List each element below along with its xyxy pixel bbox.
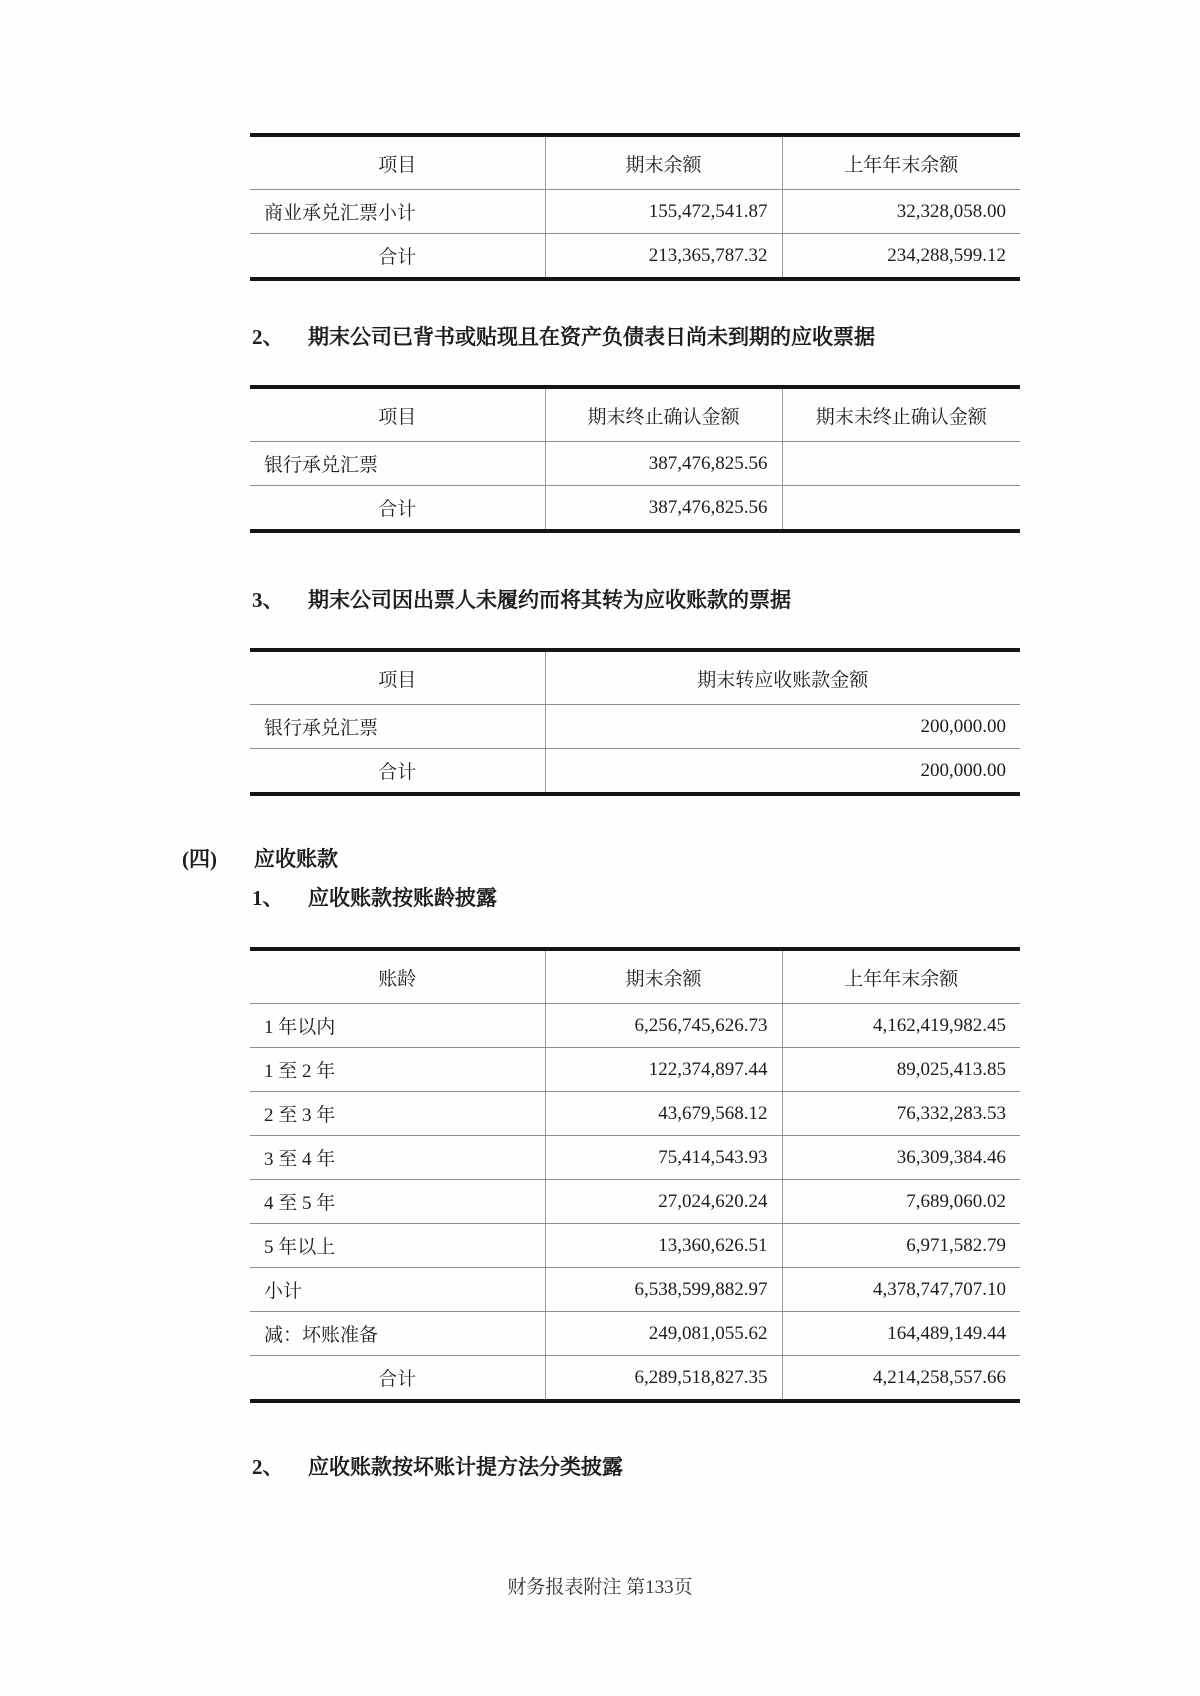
row-label: 商业承兑汇票小计 [250,190,545,234]
column-header-derecognized: 期末终止确认金额 [545,387,782,442]
empty-cell [782,486,1020,532]
amount-cell: 13,360,626.51 [545,1224,782,1268]
amount-cell: 213,365,787.32 [545,234,782,280]
column-header-not-derecognized: 期末未终止确认金额 [782,387,1020,442]
section-title: 应收账款按账龄披露 [308,886,497,911]
section-4-heading [182,848,1200,871]
row-label: 5 年以上 [250,1224,545,1268]
section-number: 2、 [252,1455,284,1480]
transferred-notes-table [250,648,1020,796]
section-2-heading [252,326,1200,349]
table-subtotal-row [250,1268,1020,1312]
section-number: 2、 [252,325,284,349]
amount-cell: 387,476,825.56 [545,486,782,532]
amount-cell: 43,679,568.12 [545,1092,782,1136]
row-label: 银行承兑汇票 [250,442,545,486]
row-label: 银行承兑汇票 [250,705,545,749]
table-row [250,442,1020,486]
amount-cell: 27,024,620.24 [545,1180,782,1224]
amount-cell: 4,214,258,557.66 [782,1356,1020,1402]
table-header-row [250,135,1020,190]
row-label: 2 至 3 年 [250,1092,545,1136]
table-header-row [250,650,1020,705]
amount-cell: 164,489,149.44 [782,1312,1020,1356]
receivable-aging-table [250,947,1020,1403]
section-4-2-heading [252,1456,1200,1479]
amount-cell: 4,162,419,982.45 [782,1004,1020,1048]
table-row [250,1048,1020,1092]
table-header-row [250,387,1020,442]
amount-cell: 249,081,055.62 [545,1312,782,1356]
table-row [250,1004,1020,1048]
amount-cell: 6,971,582.79 [782,1224,1020,1268]
row-label: 减：坏账准备 [250,1312,545,1356]
amount-cell: 6,538,599,882.97 [545,1268,782,1312]
subtotal-label: 小计 [250,1268,545,1312]
column-header-item: 项目 [250,135,545,190]
amount-cell: 36,309,384.46 [782,1136,1020,1180]
table-row [250,1136,1020,1180]
endorsed-notes-table [250,385,1020,533]
column-header-item: 项目 [250,650,545,705]
section-number: 1、 [252,886,284,911]
total-label: 合计 [250,234,545,280]
total-label: 合计 [250,486,545,532]
table-row [250,1180,1020,1224]
column-header-ending-balance: 期末余额 [545,135,782,190]
amount-cell: 200,000.00 [545,705,1020,749]
section-title: 期末公司因出票人未履约而将其转为应收账款的票据 [308,588,791,613]
column-header-ending-balance: 期末余额 [545,949,782,1004]
total-label: 合计 [250,749,545,795]
table-row [250,1224,1020,1268]
amount-cell: 387,476,825.56 [545,442,782,486]
table-total-row [250,1356,1020,1402]
section-3-heading [252,589,1200,612]
row-label: 1 至 2 年 [250,1048,545,1092]
table-total-row [250,234,1020,280]
amount-cell: 32,328,058.00 [782,190,1020,234]
section-4-1-heading [252,887,1200,910]
amount-cell: 6,289,518,827.35 [545,1356,782,1402]
column-header-item: 项目 [250,387,545,442]
section-title: 应收账款 [254,847,338,872]
table-row [250,705,1020,749]
amount-cell: 200,000.00 [545,749,1020,795]
amount-cell: 234,288,599.12 [782,234,1020,280]
amount-cell: 4,378,747,707.10 [782,1268,1020,1312]
section-number: (四) [182,847,217,872]
column-header-prior-year-balance: 上年年末余额 [782,949,1020,1004]
table-row [250,1092,1020,1136]
amount-cell: 89,025,413.85 [782,1048,1020,1092]
amount-cell: 76,332,283.53 [782,1092,1020,1136]
bills-balance-table [250,133,1020,281]
row-label: 4 至 5 年 [250,1180,545,1224]
table-row [250,190,1020,234]
total-label: 合计 [250,1356,545,1402]
section-title: 期末公司已背书或贴现且在资产负债表日尚未到期的应收票据 [308,325,875,349]
table-header-row [250,949,1020,1004]
amount-cell: 122,374,897.44 [545,1048,782,1092]
amount-cell: 6,256,745,626.73 [545,1004,782,1048]
column-header-transferred-amount: 期末转应收账款金额 [545,650,1020,705]
amount-cell: 7,689,060.02 [782,1180,1020,1224]
row-label: 1 年以内 [250,1004,545,1048]
table-row [250,1312,1020,1356]
column-header-aging: 账龄 [250,949,545,1004]
table-total-row [250,486,1020,532]
page-footer: 财务报表附注 第133页 [507,1577,693,1598]
row-label: 3 至 4 年 [250,1136,545,1180]
amount-cell: 155,472,541.87 [545,190,782,234]
amount-cell: 75,414,543.93 [545,1136,782,1180]
section-title: 应收账款按坏账计提方法分类披露 [308,1455,623,1480]
table-total-row [250,749,1020,795]
empty-cell [782,442,1020,486]
section-number: 3、 [252,588,284,613]
column-header-prior-year-balance: 上年年末余额 [782,135,1020,190]
